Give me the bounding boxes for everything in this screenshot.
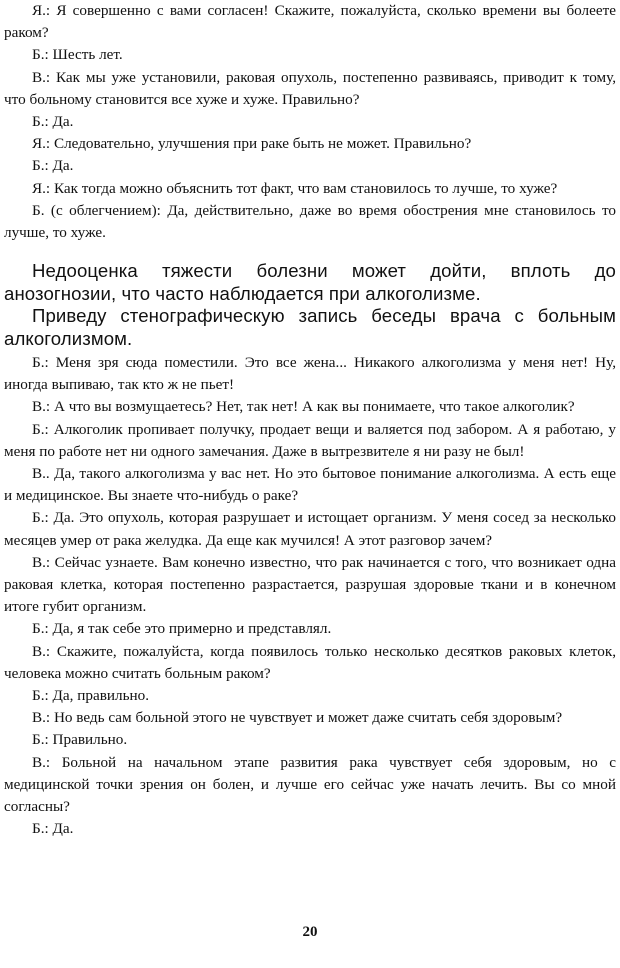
dialogue-line: Б.: Меня зря сюда поместили. Это все жена... Никакого алкоголизма у меня нет! Ну, иногда выпиваю, так кто ж не пьет! bbox=[4, 354, 616, 394]
dialogue-line: Я.: Как тогда можно объяснить тот факт, что вам становилось то лучше, то хуже? bbox=[32, 179, 558, 197]
dialogue-line: Б.: Да. Это опухоль, которая разрушает и истощает организм. У меня сосед за несколько месяцев умер от рака желудка. Да еще как мучился! А этот разговор зачем? bbox=[4, 509, 616, 549]
dialogue-line: Б.: Да. bbox=[32, 820, 74, 838]
dialogue-line: Б.: Да, правильно. bbox=[32, 687, 150, 705]
dialogue-line: В.: А что вы возмущаетесь? Нет, так нет! А как вы понимаете, что такое алкоголик? bbox=[32, 398, 575, 416]
dialogue-line: Я.: Следовательно, улучшения при раке быть не может. Правильно? bbox=[32, 135, 472, 153]
dialogue-line: Б.: Алкоголик пропивает получку, продает вещи и валяется под забором. А я работаю, у меня по работе нет ни одного замечания. Даже в вытрезвителе я ни разу не был! bbox=[4, 420, 616, 460]
narrative-paragraph: Приведу стенографическую запись беседы врача с больным алкоголизмом. bbox=[4, 305, 616, 349]
dialogue-line: В.. Да, такого алкоголизма у вас нет. Но это бытовое понимание алкоголизма. А есть еще и медицинское. Вы знаете что-нибудь о раке? bbox=[4, 465, 616, 505]
dialogue-block-1 bbox=[4, 0, 616, 244]
dialogue-line: Б. (с облегчением): Да, действительно, даже во время обострения мне становилось то лучше, то хуже. bbox=[4, 201, 616, 242]
page-number: 20 bbox=[302, 924, 318, 940]
dialogue-line: В.: Больной на начальном этапе развития рака чувствует себя здоровым, но с медицинской точки зрения он болен, и лучше его сейчас уже начать лечить. Вы со мной согласны? bbox=[4, 753, 616, 816]
narrative-paragraph: Недооценка тяжести болезни может дойти, вплоть до анозогнозии, что часто наблюдается при алкоголизме. bbox=[4, 260, 616, 304]
dialogue-line: Б.: Да, я так себе это примерно и представлял. bbox=[32, 620, 332, 638]
dialogue-line: Б.: Правильно. bbox=[32, 731, 128, 749]
dialogue-line: Я.: Я совершенно с вами согласен! Скажите, пожалуйста, сколько времени вы болеете раком? bbox=[4, 2, 616, 42]
dialogue-line: В.: Как мы уже установили, раковая опухоль, постепенно развиваясь, приводит к тому, что больному становится все хуже и хуже. Правильно? bbox=[4, 68, 616, 108]
dialogue-line: Б.: Шесть лет. bbox=[32, 46, 123, 64]
dialogue-line: В.: Сейчас узнаете. Вам конечно известно, что рак начинается с того, что возникает одна раковая клетка, которая постепенно разрастается, разрушая здоровые ткани и в конечном итоге губит организм. bbox=[4, 553, 616, 616]
dialogue-line: В.: Скажите, пожалуйста, когда появилось только несколько десятков раковых клеток, человека можно считать больным раком? bbox=[4, 642, 616, 682]
dialogue-block-2 bbox=[4, 352, 616, 840]
dialogue-line: Б.: Да. bbox=[32, 113, 74, 131]
narrative-block bbox=[4, 260, 616, 350]
dialogue-line: В.: Но ведь сам больной этого не чувствует и может даже считать себя здоровым? bbox=[32, 709, 563, 727]
dialogue-line: Б.: Да. bbox=[32, 157, 74, 175]
